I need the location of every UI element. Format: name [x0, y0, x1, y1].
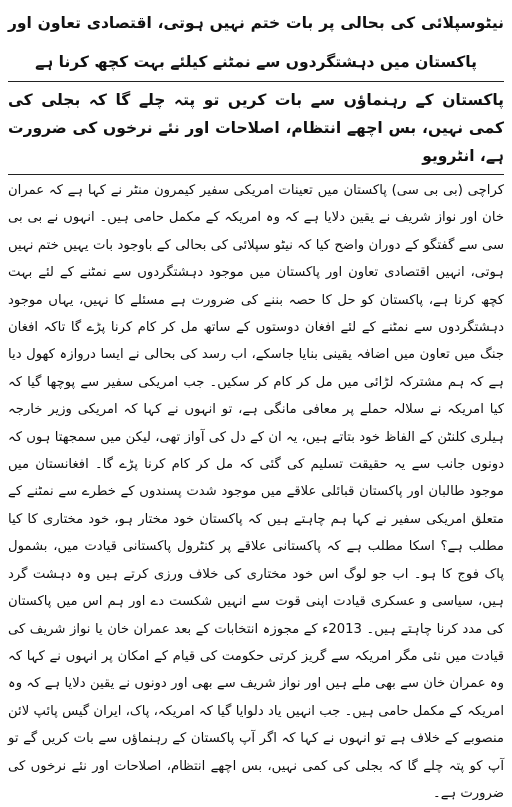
- subheadline: پاکستان کے رہنماؤں سے بات کریں تو پتہ چلے گا کہ بجلی کی کمی نہیں، بس اچھے انتظام، اصلاحات اور نئے نرخوں کی ضرورت ہے، انٹرویو: [8, 91, 504, 165]
- headline: نیٹوسپلائی کی بحالی پر بات ختم نہیں ہوتی، اقتصادی تعاون اور پاکستان میں دہشتگردوں سے نمٹنے کیلئے بہت کچھ کرنا ہے: [8, 14, 504, 71]
- article-body: کراچی (بی بی سی) پاکستان میں تعینات امریکی سفیر کیمرون منٹر نے کہا ہے کہ عمران خان اور نواز شریف نے یقین دلایا ہے کہ وہ امریکہ کے مکمل حامی ہیں۔ انہوں نے بی بی سی سے گفتگو کے دوران واضح کیا کہ نیٹو سپلائی کی بحالی کے باوجود بات یہیں ختم نہیں ہوتی، انہیں اقتصادی تعاون اور پاکستان میں موجود دہشتگردوں سے نمٹنے کے لئے بہت کچھ کرنا ہے، پاکستان کو حل کا حصہ بننے کی ضرورت ہے مسئلے کا نہیں، یہاں موجود دہشتگردوں سے نمٹنے کے لئے افغان دوستوں کے ساتھ مل کر کام کرنا پڑے گا تاکہ افغان جنگ میں تعاون میں اضافہ یقینی بنایا جاسکے، اب رسد کی بحالی نے ایسا دروازہ کھول دیا ہے کہ ہم مشترکہ لڑائی میں مل کر کام کر سکیں۔ جب امریکی سفیر سے پوچھا گیا کہ کیا امریکہ نے سلالہ حملے پر معافی مانگی ہے، تو انہوں نے کہا کہ امریکی وزیر خارجہ ہیلری کلنٹن کے الفاظ خود بتاتے ہیں، یہ ان کے دل کی آواز تھی، لیکن میں سمجھتا ہوں کہ دونوں جانب سے یہ حقیقت تسلیم کی گئی کہ مل کر کام کرنا پڑے گا۔ افغانستان میں موجود طالبان اور پاکستان قبائلی علاقے میں موجود شدت پسندوں کے خطرے سے نمٹنے کے متعلق امریکی سفیر نے کہا ہم چاہتے ہیں کہ پاکستان خود مختار ہو، خود مختاری کا کیا مطلب ہے؟ اسکا مطلب ہے کہ پاکستانی علاقے پر کنٹرول پاکستانی قیادت میں، بشمول پاک فوج کا ہو۔ اب جو لوگ اس خود مختاری کی خلاف ورزی کرتے ہیں وہ دہشت گرد ہیں، سیاسی و عسکری قیادت اپنی قوت سے انہیں شکست دے اور ہم اس میں پاکستان کی مدد کرنا چاہتے ہیں۔ 2013ء کے مجوزہ انتخابات کے بعد عمران خان یا نواز شریف کی قیادت میں نئی مگر امریکہ سے گریز کرتی حکومت کی قیام کے امکان پر انہوں نے کہا کہ وہ عمران خان سے بھی ملے ہیں اور نواز شریف سے بھی اور دونوں نے یقین دلایا ہے کہ وہ امریکہ کے مکمل حامی ہیں۔ جب انہیں یاد دلوایا گیا کہ امریکہ، پاک، ایران گیس پائپ لائن منصوبے کے خلاف ہے تو انہوں نے کہا کہ اگر آپ پاکستان کے رہنماؤں سے بات کریں گے تو آپ کو پتہ چلے گا کہ بجلی کی کمی نہیں، بس اچھے انتظام، اصلاحات اور نئے نرخوں کی ضرورت ہے۔: [8, 183, 504, 801]
- subheadline-divider: [8, 174, 504, 175]
